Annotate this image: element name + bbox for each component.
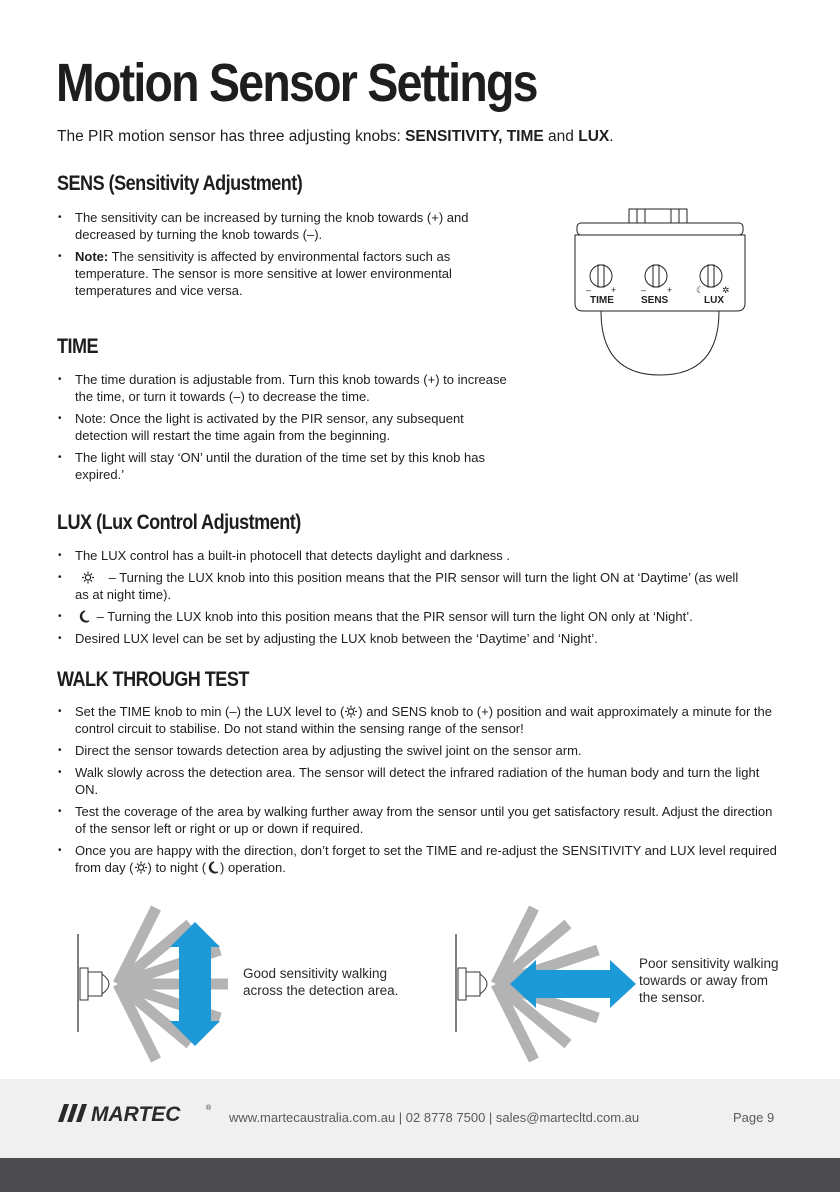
knob-label-time: TIME bbox=[590, 295, 614, 306]
sens-list bbox=[57, 209, 497, 304]
svg-text:–: – bbox=[641, 285, 647, 295]
list-item: • Set the TIME knob to min (–) the LUX level to ( ) and SENS knob to (+) position and wait approximately a minute for the control circuit to stabilise. Do not stand within the sensing range of the sensor! bbox=[57, 703, 785, 737]
svg-text:☾: ☾ bbox=[696, 285, 705, 295]
list-item: • Walk slowly across the detection area. The sensor will detect the infrared radiation of the human body and turn the light ON. bbox=[57, 764, 785, 798]
list-item: • Test the coverage of the area by walking further away from the sensor until you get satisfactory result. Adjust the direction of the sensor left or right or up or down if required. bbox=[57, 803, 785, 837]
lux-heading: LUX (Lux Control Adjustment) bbox=[57, 511, 301, 534]
page-title: Motion Sensor Settings bbox=[56, 53, 537, 113]
list-item: • The light will stay ‘ON’ until the duration of the time set by this knob has expired.’ bbox=[57, 449, 507, 483]
list-item: • The LUX control has a built-in photocell that detects daylight and darkness . bbox=[57, 547, 777, 564]
list-item: • Note: The sensitivity is affected by environmental factors such as temperature. The sensor is more sensitive at lower environmental temperatures and vice versa. bbox=[57, 248, 497, 299]
intro-text: The PIR motion sensor has three adjusting knobs: SENSITIVITY, TIME and LUX. bbox=[57, 128, 614, 145]
sun-icon bbox=[75, 571, 105, 584]
list-item: • Desired LUX level can be set by adjusting the LUX knob between the ‘Daytime’ and ‘Night’. bbox=[57, 630, 777, 647]
time-heading: TIME bbox=[57, 335, 99, 358]
svg-text:+: + bbox=[667, 285, 673, 295]
list-item: • Once you are happy with the direction, don’t forget to set the TIME and re-adjust the SENSITIVITY and LUX level required from day ( ) to night ( ) operation. bbox=[57, 842, 785, 876]
svg-text:–: – bbox=[586, 285, 592, 295]
svg-text:+: + bbox=[611, 285, 617, 295]
svg-text:MARTEC: MARTEC bbox=[91, 1103, 181, 1126]
lux-list bbox=[57, 547, 777, 652]
poor-sensitivity-caption: Poor sensitivity walking towards or away from the sensor. bbox=[639, 956, 779, 1005]
page-number: Page 9 bbox=[733, 1110, 775, 1125]
sun-icon bbox=[344, 705, 358, 718]
poor-sensitivity-diagram bbox=[448, 900, 638, 1066]
walk-heading: WALK THROUGH TEST bbox=[57, 668, 249, 691]
good-sensitivity-diagram bbox=[70, 900, 240, 1066]
sens-heading: SENS (Sensitivity Adjustment) bbox=[57, 172, 303, 195]
martec-logo bbox=[58, 1100, 218, 1126]
walk-list bbox=[57, 703, 785, 881]
sun-icon bbox=[134, 861, 148, 874]
list-item: • Direct the sensor towards detection area by adjusting the swivel joint on the sensor arm. bbox=[57, 742, 785, 759]
svg-text:®: ® bbox=[206, 1105, 212, 1112]
svg-text:✲: ✲ bbox=[722, 285, 730, 295]
list-item: • – Turning the LUX knob into this position means that the PIR sensor will turn the light ON at ‘Daytime’ (as well as at night time). bbox=[57, 569, 747, 603]
moon-icon bbox=[75, 610, 93, 623]
list-item: • Note: Once the light is activated by the PIR sensor, any subsequent detection will restart the time again from the beginning. bbox=[57, 410, 507, 444]
list-item: • The time duration is adjustable from. Turn this knob towards (+) to increase the time, or turn it towards (–) to decrease the time. bbox=[57, 371, 507, 405]
moon-icon bbox=[206, 861, 220, 874]
good-sensitivity-caption: Good sensitivity walking across the detection area. bbox=[243, 966, 399, 998]
time-list bbox=[57, 371, 507, 488]
list-item: • – Turning the LUX knob into this position means that the PIR sensor will turn the light ON only at ‘Night’. bbox=[57, 608, 777, 625]
list-item: • The sensitivity can be increased by turning the knob towards (+) and decreased by turning the knob towards (–). bbox=[57, 209, 497, 243]
footer-contact: www.martecaustralia.com.au | 02 8778 7500 | sales@martecltd.com.au bbox=[229, 1110, 640, 1125]
sensor-knobs-image bbox=[571, 207, 749, 379]
footer-bar bbox=[0, 1158, 840, 1192]
knob-label-sens: SENS bbox=[641, 295, 669, 306]
knob-label-lux: LUX bbox=[704, 295, 724, 306]
